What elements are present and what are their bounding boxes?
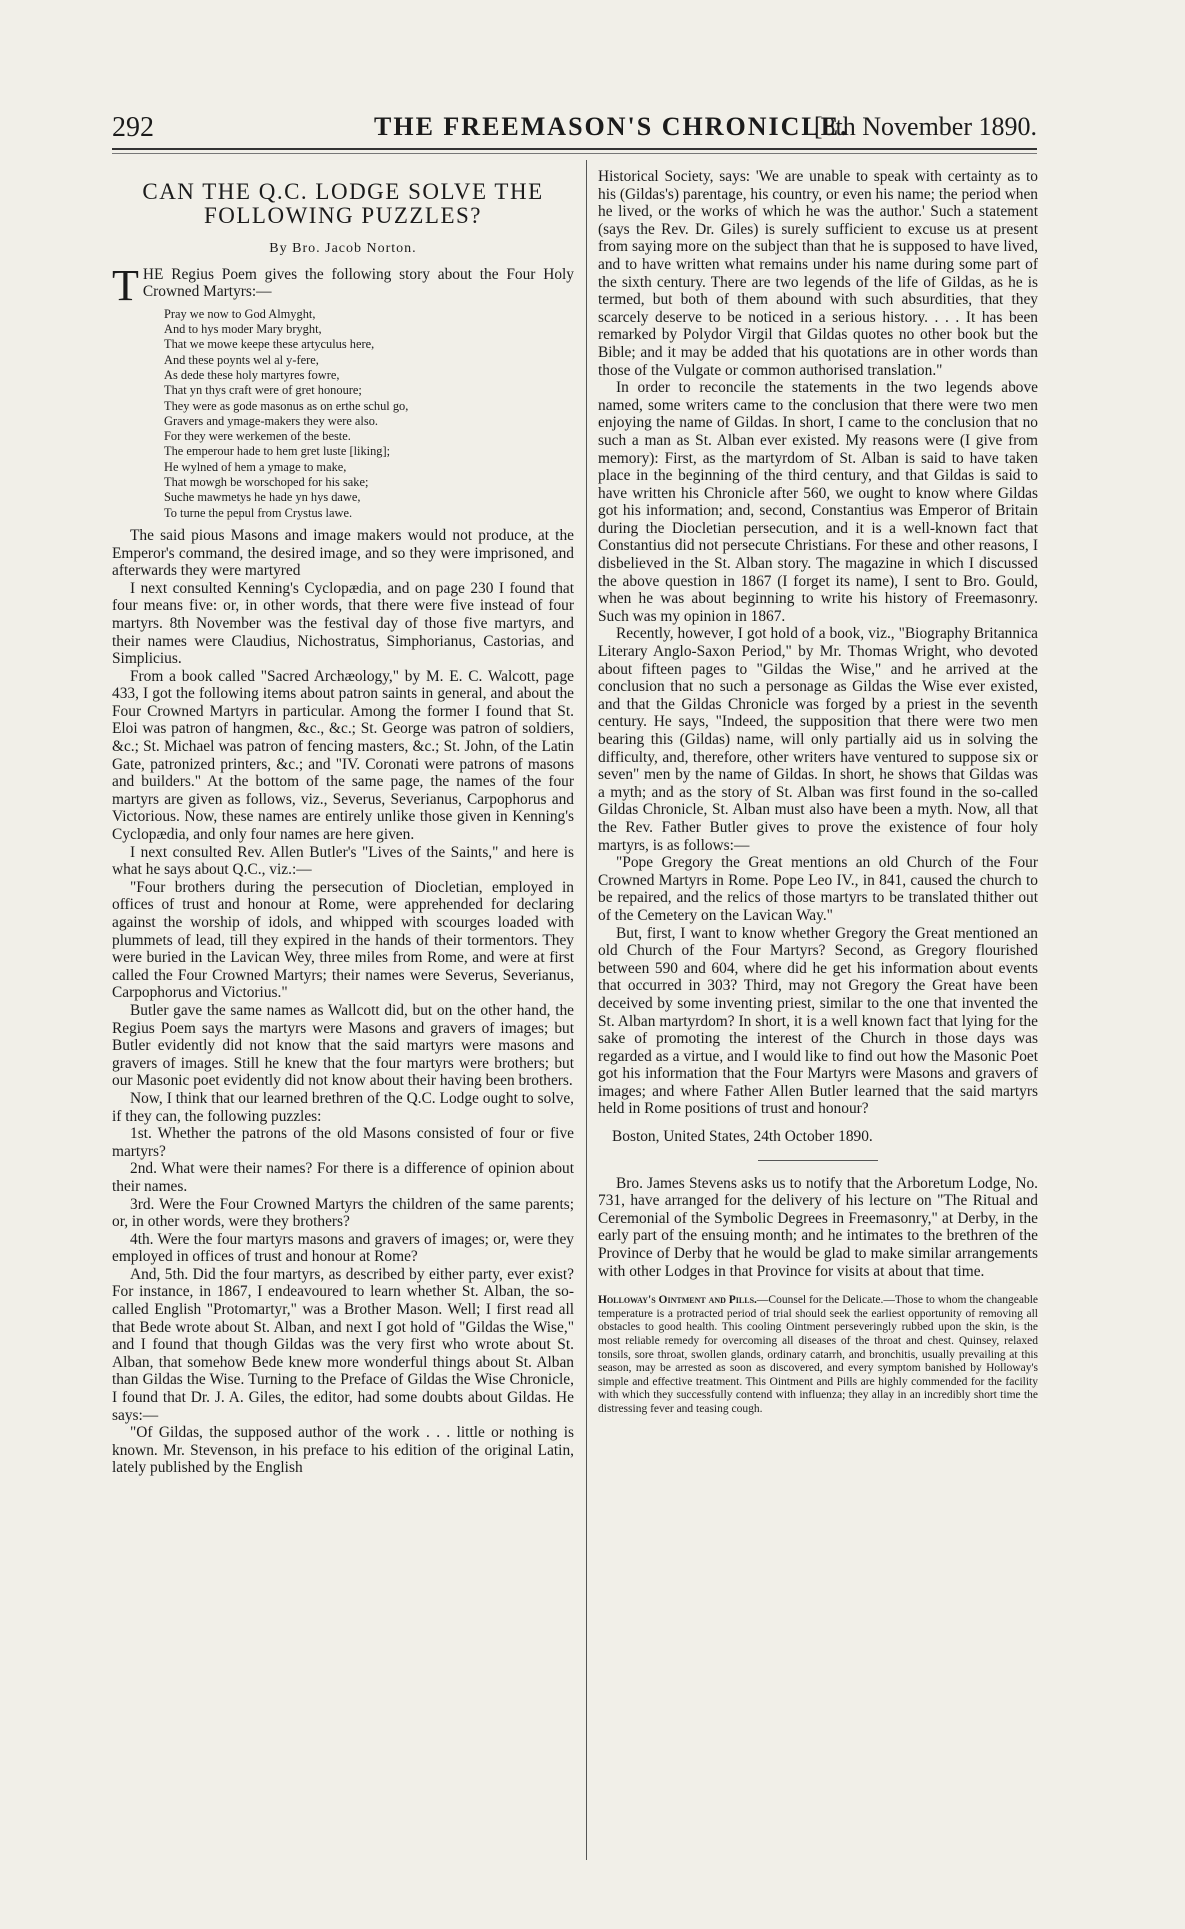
poem-line: As dede these holy martyres fowre, bbox=[164, 367, 340, 382]
column-divider bbox=[586, 160, 587, 1860]
header-rule bbox=[112, 148, 1037, 150]
paragraph: Historical Society, says: 'We are unable to speak with certainty as to his (Gildas's) parentage, his country, or even his name; the period when he lived, or the works of which he was the author.' Such a statement (says the Rev. Dr. Giles) is surely sufficient to excuse us at present from saying more on the subject than that he is supposed to have lived, and to have written what remains under his name during some part of the sixth century. There are two legends of the life of Gildas, as he is termed, but both of them abound with such absurdities, that they scarcely deserve to be noticed in a serious history. . . . It has been remarked by Polydor Virgil that Gildas quotes no other book but the Bible; and it may be added that his quotations are in other words than those of the Vulgate or common authorised translation." bbox=[598, 168, 1038, 379]
page-number: 292 bbox=[112, 112, 154, 143]
poem-line: For they were werkemen of the beste. bbox=[164, 429, 351, 444]
intro-text: HE Regius Poem gives the following story about the Four Holy Crowned Martyrs:— bbox=[142, 265, 574, 301]
paragraph: 2nd. What were their names? For there is a difference of opinion about their names. bbox=[112, 1160, 574, 1195]
poem-line: The emperour hade to hem gret luste [liking]; bbox=[164, 444, 391, 459]
issue-date: [8th November 1890. bbox=[813, 112, 1037, 141]
paragraph: "Pope Gregory the Great mentions an old Church of the Four Crowned Martyrs in Rome. Pope Leo IV., in 841, caused the church to be repaired, and the relics of those martyrs to be translated thither out of the Cemetery on the Lavican Way." bbox=[598, 854, 1038, 924]
article-title bbox=[112, 180, 574, 228]
drop-cap: T bbox=[112, 260, 139, 310]
intro-paragraph bbox=[112, 260, 574, 310]
poem-line: That mowgh be worschoped for his sake; bbox=[164, 475, 369, 490]
paragraph: 4th. Were the four martyrs masons and gravers of images; or, were they employed in offices of trust and honour at Rome? bbox=[112, 1230, 574, 1266]
advert-text: —Counsel for the Delicate.—Those to whom the changeable temperature is a protracted period of trial should seek the earliest opportunity of removing all obstacles to good health. This cooling Ointment perseveringly rubbed upon the skin, is the most reliable remedy for overcoming all diseases of the throat and chest. Quinsey, relaxed tonsils, sore throat, swollen glands, ordinary catarrh, and bronchitis, usually prevailing at this season, may be arrested as soon as discovered, and every symptom banished by Holloway's simple and effective treatment. This Ointment and Pills are highly commended for the facility with which they successfully contend with influenza; they allay in an incredibly short time the distressing fever and teasing cough. bbox=[598, 1294, 1038, 1415]
poem-line: Pray we now to God Almyght, bbox=[164, 306, 316, 321]
right-column bbox=[598, 168, 1038, 1417]
paragraph: 3rd. Were the Four Crowned Martyrs the children of the same parents; or, in other words, were they brothers? bbox=[112, 1195, 574, 1231]
section-divider bbox=[758, 1160, 878, 1161]
poem-line: That we mowe keepe these artyculus here, bbox=[164, 337, 375, 352]
poem-line: And these poynts wel al y-fere, bbox=[164, 352, 319, 367]
paragraph: 1st. Whether the patrons of the old Masons consisted of four or five martyrs? bbox=[112, 1125, 574, 1160]
lecture-notice: Bro. James Stevens asks us to notify that the Arboretum Lodge, No. 731, have arranged for the delivery of his lecture on "The Ritual and Ceremonial of the Symbolic Degrees in Freemasonry," at Derby, in the early part of the ensuing month; and he intimates to the brethren of the Province of Derby that he would be glad to make similar arrangements with other Lodges in that Province for visits at about that time. bbox=[598, 1174, 1038, 1280]
paragraph: I next consulted Kenning's Cyclopædia, and on page 230 I found that four means five: or, in other words, that there were five instead of four martyrs. 8th November was the festival day of those five martyrs, and their names were Claudius, Nichostratus, Simphorianus, Castorias, and Simplicius. bbox=[112, 579, 574, 668]
poem-line: They were as gode masonus as on erthe schul go, bbox=[164, 398, 409, 413]
paragraph: The said pious Masons and image makers would not produce, at the Emperor's command, the desired image, and so they were imprisoned, and afterwards they were martyred bbox=[112, 526, 574, 580]
poem-line: Gravers and ymage-makers they were also. bbox=[164, 413, 378, 428]
regius-poem bbox=[164, 307, 574, 521]
paragraph: In order to reconcile the statements in the two legends above named, some writers came to the conclusion that there were two men enjoying the name of Gildas. In short, I came to the conclusion that no such a man as St. Alban ever existed. My reasons were (I give from memory): First, as the martyrdom of St. Alban is said to have taken place in the beginning of the third century, and that Gildas is said to have written his Chronicle after 560, we ought to know where Gildas got his information; and, second, Constantius was Emperor of Britain during the Diocletian persecution, and it is a well-known fact that Constantius did not persecute Christians. For these and other reasons, I disbelieved in the St. Alban story. The magazine in which I discussed the above question in 1867 (I forget its name), I sent to Bro. Gould, when he was about beginning to write his history of Freemasonry. Such was my opinion in 1867. bbox=[598, 379, 1038, 625]
paragraph: But, first, I want to know whether Gregory the Great mentioned an old Church of the Four Martyrs? Second, as Gregory flourished between 590 and 604, where did he get his information about events that occurred in 303? Third, may not Gregory the Great have been deceived by some inventing priest, similar to the one that invented the St. Alban martyrdom? In short, it is a well known fact that lying for the sake of promoting the interest of the Church in those days was regarded as a virtue, and I would like to find out how the Masonic Poet got his information that the Four Martyrs were Masons and gravers of images; and where Father Allen Butler learned that the said martyrs held in Rome positions of trust and honour? bbox=[598, 924, 1038, 1118]
article-title-line2: FOLLOWING PUZZLES? bbox=[203, 203, 483, 228]
holloway-advertisement bbox=[598, 1294, 1038, 1416]
paragraph: I next consulted Rev. Allen Butler's "Lives of the Saints," and here is what he says about Q.C., viz.:— bbox=[112, 843, 574, 879]
page-header bbox=[112, 112, 1037, 152]
poem-line: That yn thys craft were of gret honoure; bbox=[164, 383, 362, 398]
poem-line: And to hys moder Mary bryght, bbox=[164, 322, 322, 337]
paragraph: From a book called "Sacred Archæology," by M. E. C. Walcott, page 433, I got the following items about patron saints in general, and about the Four Crowned Martyrs in particular. Among the former I found that St. Eloi was patron of hangmen, &c., &c.; St. George was patron of soldiers, &c.; St. Michael was patron of fencing masters, &c.; St. John, of the Latin Gate, patronized printers, &c.; and "IV. Coronati were patrons of masons and builders." At the bottom of the same page, the names of the four martyrs are given as follows, viz., Severus, Severianus, Carpophorus and Victorious. Now, these names are entirely unlike those given in Kenning's Cyclopædia, and only four names are here given. bbox=[112, 667, 574, 844]
article-title-line1: CAN THE Q.C. LODGE SOLVE THE bbox=[142, 179, 544, 204]
poem-line: He wylned of hem a ymage to make, bbox=[164, 459, 347, 474]
paragraph: "Of Gildas, the supposed author of the work . . . little or nothing is known. Mr. Stevenson, in his preface to his edition of the original Latin, lately published by the English bbox=[112, 1424, 574, 1477]
paragraph: "Four brothers during the persecution of Diocletian, employed in offices of trust and honour at Rome, were apprehended for declaring against the worship of idols, and whipped with scourges loaded with plummets of lead, till they expired in the hands of their tormentors. They were buried in the Lavican Wey, three miles from Rome, and were at first called the Four Crowned Martyrs; their names were Severus, Severianus, Carpophorus and Victorius." bbox=[112, 878, 574, 1002]
paragraph: And, 5th. Did the four martyrs, as described by either party, ever exist? For instance, in 1867, I endeavoured to learn whether St. Alban, the so-called English "Protomartyr," was a Brother Mason. Well; I first read all that Bede wrote about St. Alban, and next I got hold of "Gildas the Wise," and I found that though Gildas was the very first who wrote about St. Alban, that somehow Bede knew more wonderful things about St. Alban than Gildas the Wise. Turning to the Preface of Gildas the Wise Chronicle, I found that Dr. J. A. Giles, the editor, had some doubts about Gildas. He says:— bbox=[112, 1265, 574, 1424]
poem-line: Suche mawmetys he hade yn hys dawe, bbox=[164, 490, 361, 505]
paragraph: Now, I think that our learned brethren of the Q.C. Lodge ought to solve, if they can, the following puzzles: bbox=[112, 1089, 574, 1125]
publication-title: THE FREEMASON'S CHRONICLE. bbox=[374, 112, 849, 141]
advert-heading: Holloway's Ointment and Pills. bbox=[598, 1294, 757, 1307]
header-rule-thin bbox=[112, 153, 1037, 154]
article-signoff: Boston, United States, 24th October 1890. bbox=[612, 1128, 873, 1146]
paragraph: Butler gave the same names as Wallcott did, but on the other hand, the Regius Poem says the martyrs were Masons and gravers of images; but Butler evidently did not know that the said martyrs were masons and gravers of images. Still he knew that the four martyrs were brothers; but our Masonic poet evidently did not know about their having been brothers. bbox=[112, 1001, 574, 1090]
poem-line: To turne the pepul from Crystus lawe. bbox=[164, 505, 353, 520]
article-byline: By Bro. Jacob Norton. bbox=[269, 241, 417, 256]
left-column bbox=[112, 168, 574, 1477]
paragraph: Recently, however, I got hold of a book, viz., "Biography Britannica Literary Anglo-Saxon Period," by Mr. Thomas Wright, who devoted about fifteen pages to "Gildas the Wise," and he arrived at the conclusion that no such a personage as Gildas the Wise ever existed, and that the Gildas Chronicle was forged by a priest in the seventh century. He says, "Indeed, the supposition that there were two men bearing this (Gildas) name, will only partially aid us in solving the difficulty, and, therefore, other writers have ventured to suppose six or seven" men by the name of Gildas. In short, he shows that Gildas was a myth; and as the story of St. Alban was first found in the so-called Gildas Chronicle, St. Alban must also have been a myth. Now, all that the Rev. Father Butler gives to prove the existence of four holy martyrs, is as follows:— bbox=[598, 625, 1038, 854]
